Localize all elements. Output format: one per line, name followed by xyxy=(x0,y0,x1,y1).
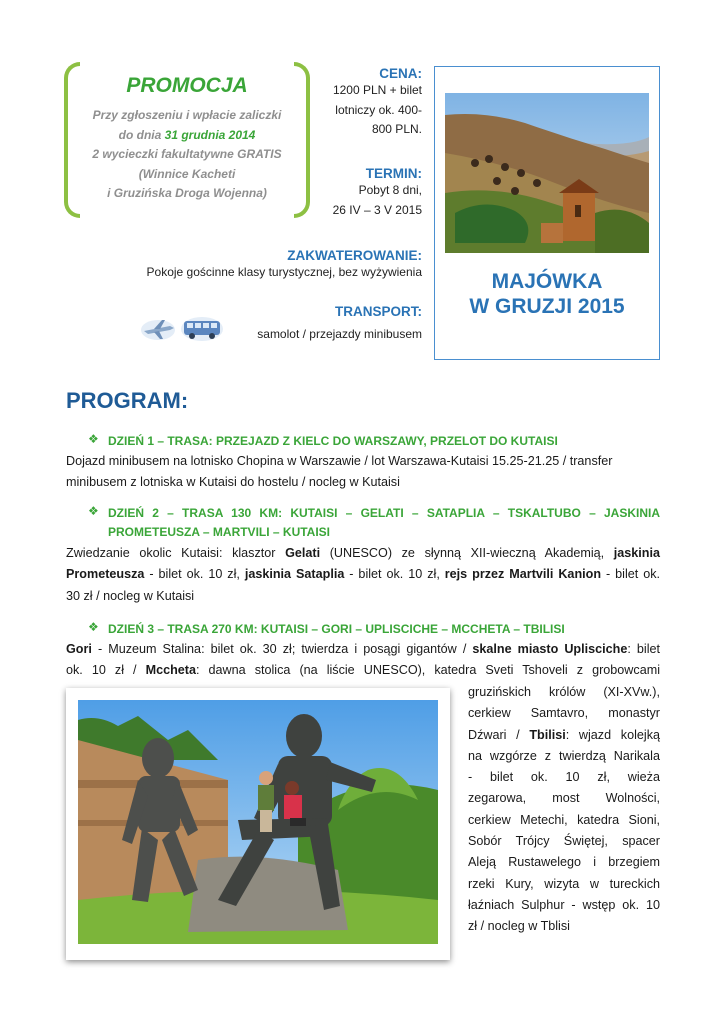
promo-line: do dnia 31 grudnia 2014 xyxy=(118,127,256,142)
lodging-text: Pokoje gościnne klasy turystycznej, bez wyżywienia xyxy=(146,265,422,279)
day1-line: minibusem z lotniska w Kutaisi do hostelu / nocleg w Kutaisi xyxy=(66,475,400,490)
day3-heading: ❖ DZIEŃ 3 – TRASA 270 KM: KUTAISI – GORI – UPLISCICHE – MCCHETA – TBILISI xyxy=(88,620,565,636)
poster-title-line: MAJÓWKA xyxy=(491,270,603,293)
airplane-icon xyxy=(141,320,175,340)
term-section xyxy=(300,166,422,220)
poster-title-line: W GRUZJI 2015 xyxy=(469,295,625,318)
price-heading: CENA: xyxy=(379,66,422,81)
day2-line: 30 zł / nocleg w Kutaisi xyxy=(66,588,195,603)
day2-body xyxy=(66,543,660,607)
transport-heading: TRANSPORT: xyxy=(335,304,422,319)
price-line: 1200 PLN + bilet xyxy=(332,83,422,97)
day3-line: Gori - Muzeum Stalina: bilet ok. 30 zł; twierdza i posągi gigantów / skalne miasto Uplisciche: bilet xyxy=(66,642,660,656)
price-section xyxy=(300,66,422,140)
promo-line: Przy zgłoszeniu i wpłacie zaliczki xyxy=(92,108,282,122)
day3-line: ok. 10 zł / Mccheta: dawna stolica (na liście UNESCO), katedra Sveti Tshoveli z grobowcami xyxy=(66,663,660,678)
promo-date: 31 grudnia 2014 xyxy=(164,127,256,142)
day3-side-text: gruzińskich królów (XI-XVw.), cerkiew Samtavro, monastyr Dźwari / Tbilisi: wjazd kolejką na wzgórze z twierdzą Narikala - bilet ok. 10 zł, wieża zegarowa, most Wolności, cerkiew Metechi, katedra Sioni, Sobór Trójcy Świętej, spacer Aleją Rustawelego i brzegiem rzeki Kury, wizyta w tureckich łaźniach Sulphur - wstęp ok. 10 zł / nocleg w Tblisi xyxy=(468,685,660,934)
transport-section xyxy=(200,304,422,345)
term-line: Pobyt 8 dni, xyxy=(358,183,422,197)
diamond-bullet-icon: ❖ xyxy=(88,432,99,446)
day3-body xyxy=(66,639,660,682)
promo-line: 2 wycieczki fakultatywne GRATIS xyxy=(92,147,282,161)
price-line: lotniczy ok. 400- xyxy=(335,102,422,117)
day1-body xyxy=(66,451,660,494)
term-line: 26 IV – 3 V 2015 xyxy=(332,202,422,217)
program-heading: PROGRAM: xyxy=(66,388,189,413)
day2-line: Prometeusza - bilet ok. 10 zł, jaskinia Sataplia - bilet ok. 10 zł, rejs przez Martvili Kanion - bilet ok. xyxy=(66,567,660,582)
day2-line: Zwiedzanie okolic Kutaisi: klasztor Gelati (UNESCO) ze słynną XII-wieczną Akademią, jaskinia xyxy=(66,546,660,560)
lodging-section xyxy=(100,248,422,283)
monastery-photo xyxy=(445,93,649,327)
term-heading: TERMIN: xyxy=(365,166,422,181)
poster-panel xyxy=(434,66,660,360)
promo-line: (Winnice Kacheti xyxy=(138,166,236,181)
day1-heading: ❖ DZIEŃ 1 – TRASA: PRZEJAZD Z KIELC DO WARSZAWY, PRZELOT DO KUTAISI xyxy=(88,432,558,448)
price-line: 800 PLN. xyxy=(371,122,422,136)
poster-title xyxy=(445,269,649,319)
day2-heading: ❖ DZIEŃ 2 – TRASA 130 KM: KUTAISI – GELATI – SATAPLIA – TSKALTUBO – JASKINIA PROMETEUSZA – MARTVILI – KUTAISI xyxy=(88,504,660,539)
statues-photo-frame xyxy=(66,688,450,960)
promo-line: i Gruzińska Droga Wojenna) xyxy=(107,186,267,200)
day1-line: Dojazd minibusem na lotnisko Chopina w Warszawie / lot Warszawa-Kutaisi 15.25-21.25 / transfer xyxy=(66,454,613,468)
diamond-bullet-icon: ❖ xyxy=(88,620,99,634)
transport-text: samolot / przejazdy minibusem xyxy=(257,327,422,341)
minibus-icon xyxy=(181,317,223,341)
promo-text xyxy=(80,106,294,204)
lodging-heading: ZAKWATEROWANIE: xyxy=(287,248,422,263)
transport-icons xyxy=(140,310,224,344)
promo-box xyxy=(64,62,310,220)
statues-photo xyxy=(78,700,438,944)
promo-title: PROMOCJA xyxy=(126,74,248,97)
diamond-bullet-icon: ❖ xyxy=(88,504,99,518)
